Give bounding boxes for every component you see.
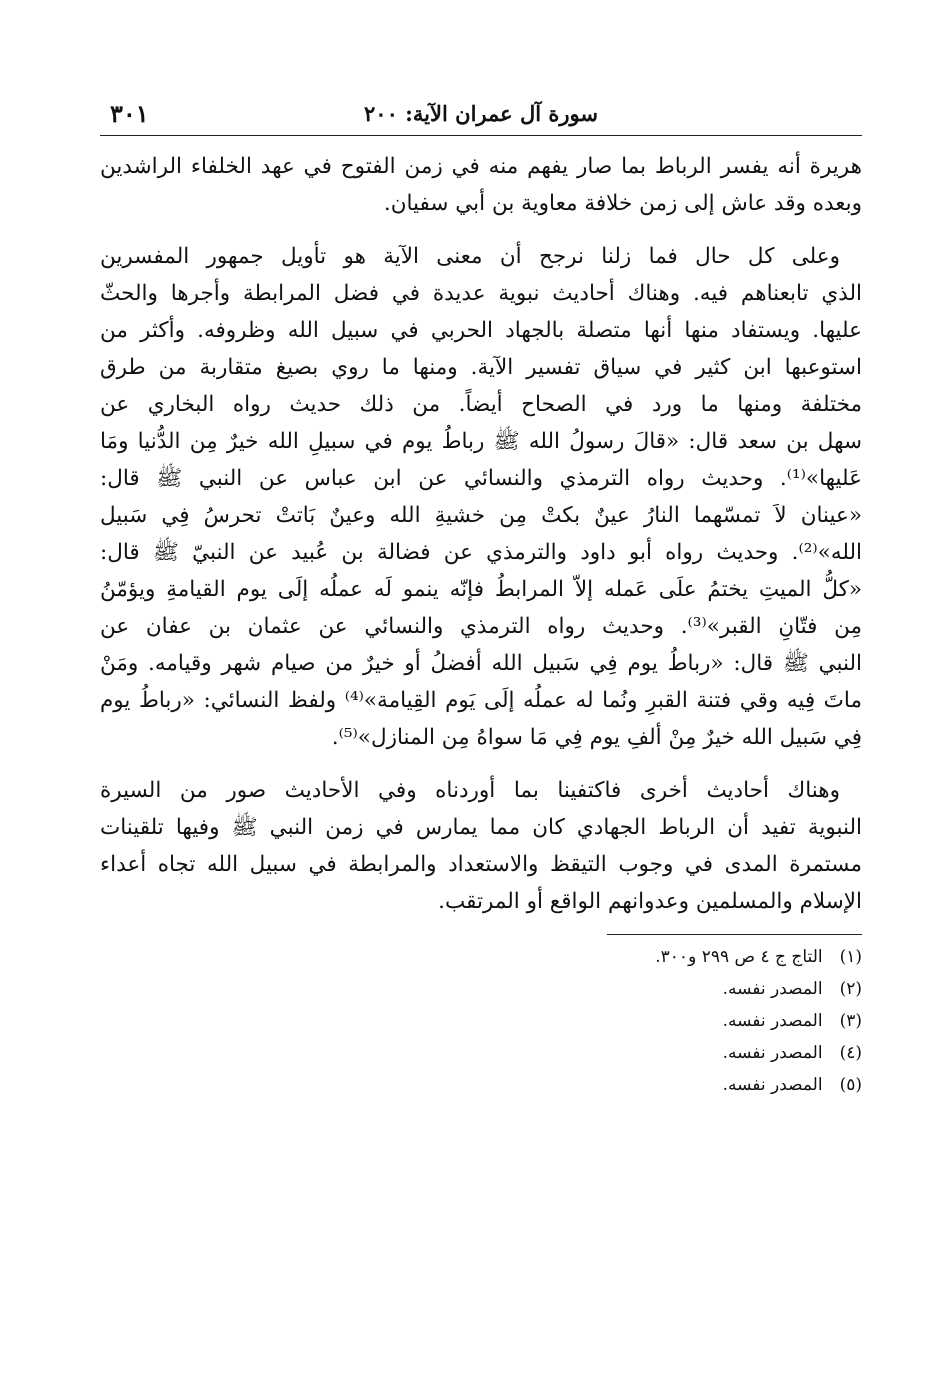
paragraph (100, 148, 862, 222)
text-line: عليها. ويستفاد منها أنها متصلة بالجهاد الحربي في سبيل الله وظروفه. وأكثر من (100, 318, 862, 343)
text-line: مستمرة المدى في وجوب التيقظ والاستعداد والمرابطة في سبيل الله تجاه أعداء (100, 852, 862, 877)
footnote-number: (٢) (839, 979, 862, 999)
footnote-text: المصدر نفسه. (722, 1043, 823, 1063)
footnote-number: (٣) (839, 1011, 862, 1031)
text-line: وعلى كل حال فما زلنا نرجح أن معنى الآية هو تأويل جمهور المفسرين (100, 244, 840, 269)
page-header (100, 95, 862, 136)
book-page (100, 95, 862, 1335)
text-line: «كلُّ الميتِ يختمُ علَى عَمله إلاّ المرابطُ فإنّه ينمو لَه عملُه إلَى يوم القيامةِ ويؤمّنُ (100, 577, 862, 602)
text-line: سهل بن سعد قال: «قالَ رسولُ الله ﷺ رباطُ يوم في سبيلِ الله خيرٌ مِن الدُّنيا ومَا (100, 429, 862, 454)
footnote (100, 1069, 862, 1101)
footnote-number: (٥) (839, 1075, 862, 1095)
main-text (100, 148, 862, 920)
footnote (100, 1005, 862, 1037)
page-number: ٣٠١ (110, 99, 149, 128)
text-line: فِي سَبيل الله خيرٌ مِنْ ألفِ يوم فِي مَا سواهُ مِن المنازل»⁽⁵⁾. (331, 725, 862, 750)
paragraph (100, 772, 862, 920)
text-line: ماتَ فِيه وقي فتنة القبرِ ونُما له عملُه إلَى يَوم القِيامة»⁽⁴⁾ ولفظ النسائي: «رباطُ يوم (100, 688, 862, 713)
footnotes (100, 941, 862, 1101)
footnote-text: المصدر نفسه. (722, 979, 823, 999)
text-line: مِن فتّانِ القبر»⁽³⁾. وحديث رواه الترمذي والنسائي عن عثمان بن عفان عن (100, 614, 862, 639)
text-line: الإسلام والمسلمين وعدوانهم الواقع أو المرتقب. (438, 889, 862, 914)
footnote-number: (٤) (839, 1043, 862, 1063)
text-line: النبي ﷺ قال: «رباطُ يوم فِي سَبيل الله أفضلُ أو خيرٌ من صيام شهر وقيامه. ومَنْ (100, 651, 862, 676)
footnote-text: المصدر نفسه. (722, 1011, 823, 1031)
text-line: مختلفة ومنها ما ورد في الصحاح أيضاً. من ذلك حديث رواه البخاري عن (100, 392, 862, 417)
text-line: الذي تابعناهم فيه. وهناك أحاديث نبوية عديدة في فضل المرابطة وأجرها والحثّ (100, 281, 862, 306)
footnote-number: (١) (839, 947, 862, 967)
text-line: وهناك أحاديث أخرى فاكتفينا بما أوردناه وفي الأحاديث صور من السيرة (100, 778, 840, 803)
text-line: وبعده وقد عاش إلى زمن خلافة معاوية بن أبي سفيان. (383, 191, 862, 216)
paragraph (100, 238, 862, 756)
text-line: «عينان لاَ تمسّهما النارُ عينٌ بكتْ مِن خشيةِ الله وعينٌ بَاتتْ تحرسُ فِي سَبيل (100, 503, 862, 528)
text-line: الله»⁽²⁾. وحديث رواه أبو داود والترمذي عن فضالة بن عُبيد عن النبيّ ﷺ قال: (100, 540, 862, 565)
text-line: استوعبها ابن كثير في سياق تفسير الآية. ومنها ما روي بصيغ متقاربة من طرق (100, 355, 862, 380)
text-line: هريرة أنه يفسر الرباط بما صار يفهم منه في زمن الفتوح في عهد الخلفاء الراشدين (100, 154, 862, 179)
footnote (100, 941, 862, 973)
footnote (100, 1037, 862, 1069)
running-title: سورة آل عمران الآية: ٢٠٠ (364, 101, 598, 126)
footnote-divider (607, 934, 862, 935)
text-line: عَليها»⁽¹⁾. وحديث رواه الترمذي والنسائي عن ابن عباس عن النبي ﷺ قال: (100, 466, 862, 491)
footnote-text: التاج ج ٤ ص ٢٩٩ و٣٠٠. (655, 947, 823, 967)
text-line: النبوية تفيد أن الرباط الجهادي كان مما يمارس في زمن النبي ﷺ وفيها تلقينات (100, 815, 862, 840)
footnote (100, 973, 862, 1005)
footnote-text: المصدر نفسه. (722, 1075, 823, 1095)
